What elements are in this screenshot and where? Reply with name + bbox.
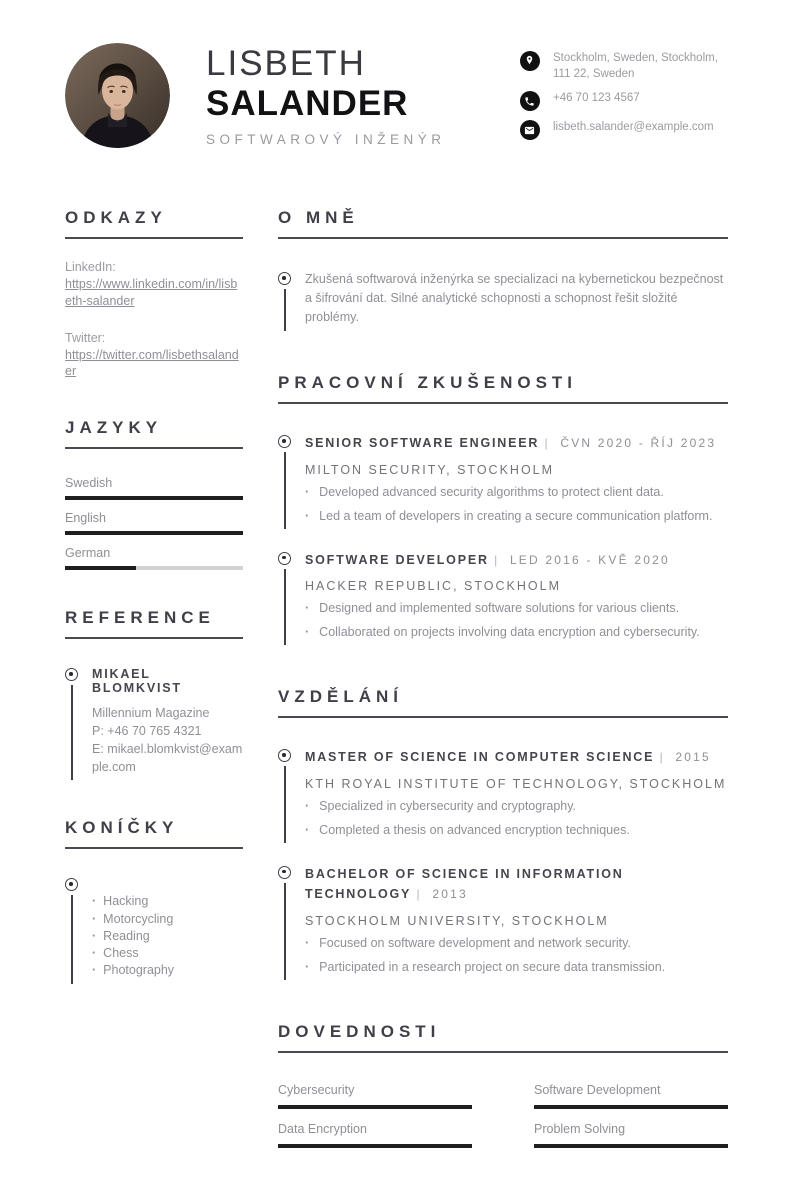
skill-level-bar	[278, 1144, 472, 1148]
profile-photo	[65, 43, 170, 148]
language-name: German	[65, 546, 111, 561]
skill-level-bar	[534, 1105, 728, 1109]
timeline-marker-icon	[278, 272, 291, 285]
education-content	[305, 865, 728, 980]
hobbies-entry	[65, 877, 243, 983]
degree-title: BACHELOR OF SCIENCE IN INFORMATION TECHNOLOGY	[305, 866, 624, 902]
phone-icon	[520, 91, 540, 111]
job-bullets	[305, 484, 728, 525]
bullet-text: · Focused on software development and network security.	[319, 936, 631, 951]
timeline-line	[284, 883, 286, 980]
timeline-rail	[278, 271, 305, 331]
skill-name: Cybersecurity	[278, 1082, 355, 1097]
timeline-line	[71, 895, 73, 983]
education-content	[305, 748, 728, 843]
language-name: English	[65, 511, 106, 526]
reference-entry	[65, 667, 243, 780]
skills-grid	[278, 1083, 728, 1161]
skill-item	[534, 1122, 728, 1148]
degree-bullets	[305, 798, 728, 839]
skill-level-fill	[534, 1105, 728, 1109]
bullet-text: · Specialized in cybersecurity and cryptography.	[319, 798, 577, 813]
experience-entry	[278, 434, 728, 529]
contact-address: Stockholm, Sweden, Stockholm, 111 22, Sweden	[552, 51, 718, 80]
section-heading-about: O MNĚ	[278, 208, 359, 227]
experience-content	[305, 434, 728, 529]
education-entry	[278, 748, 728, 843]
bullet-text: · Developed advanced security algorithms to protect client data.	[319, 484, 664, 499]
language-level-fill	[65, 496, 243, 500]
hobby-item	[92, 911, 243, 928]
job-title: SOFTWAROVÝ INŽENÝR	[206, 131, 446, 147]
skill-level-bar	[278, 1105, 472, 1109]
section-divider	[65, 447, 243, 449]
timeline-marker-icon	[278, 435, 291, 448]
section-reference	[65, 608, 243, 780]
job-title: SOFTWARE DEVELOPER	[305, 552, 489, 567]
section-skills	[278, 1022, 728, 1161]
bullet-item	[305, 600, 728, 617]
title-separator	[654, 750, 675, 764]
header	[0, 0, 794, 148]
contact-phone: +46 70 123 4567	[552, 92, 640, 105]
linkedin-link[interactable]: https://www.linkedin.com/in/lisbeth-salander	[65, 276, 238, 308]
degree-school: KTH ROYAL INSTITUTE OF TECHNOLOGY, STOCKHOLM	[305, 776, 727, 791]
experience-entry	[278, 551, 728, 646]
timeline-rail	[278, 865, 305, 980]
degree-school: STOCKHOLM UNIVERSITY, STOCKHOLM	[305, 914, 609, 929]
section-heading-education: VZDĚLÁNÍ	[278, 687, 403, 707]
section-heading-experience: PRACOVNÍ ZKUŠENOSTI	[278, 373, 578, 392]
timeline-marker-icon	[65, 878, 78, 891]
section-heading-skills: DOVEDNOSTI	[278, 1021, 441, 1041]
location-pin-icon	[520, 51, 540, 71]
bullet-text: · Collaborated on projects involving data encryption and cybersecurity.	[319, 625, 700, 640]
last-name: SALANDER	[206, 83, 409, 123]
link-label: Twitter:	[65, 330, 106, 345]
bullet-item	[305, 959, 728, 976]
section-about	[278, 208, 728, 331]
skill-item	[278, 1122, 472, 1148]
skill-name: Software Development	[534, 1082, 661, 1097]
bullet-item	[305, 624, 728, 641]
bullet-item	[305, 935, 728, 952]
job-title: SENIOR SOFTWARE ENGINEER	[305, 436, 540, 450]
link-item-twitter	[65, 330, 243, 381]
language-list	[65, 476, 243, 570]
section-education	[278, 687, 728, 980]
timeline-marker-icon	[278, 552, 291, 565]
first-name: LISBETH	[206, 44, 366, 84]
skill-item	[534, 1083, 728, 1109]
title-separator	[539, 436, 560, 450]
content-columns	[0, 208, 794, 1203]
hobby-label: · Chess	[103, 946, 139, 960]
section-experience	[278, 373, 728, 645]
contact-phone-row	[520, 91, 728, 111]
hobby-item	[92, 962, 243, 979]
section-languages	[65, 418, 243, 570]
hobbies-content	[92, 877, 243, 983]
envelope-icon	[520, 120, 540, 140]
bullet-item	[305, 798, 728, 815]
language-item	[65, 546, 243, 570]
language-item	[65, 511, 243, 535]
timeline-line	[284, 766, 286, 843]
section-divider	[278, 402, 728, 404]
timeline-rail	[278, 551, 305, 646]
skill-name: Problem Solving	[534, 1121, 626, 1136]
section-divider	[65, 847, 243, 849]
timeline-marker-icon	[278, 866, 291, 879]
skill-level-fill	[278, 1105, 472, 1109]
language-level-bar	[65, 496, 243, 500]
reference-name: MIKAEL BLOMKVIST	[92, 667, 182, 696]
timeline-rail	[278, 748, 305, 843]
section-hobbies	[65, 818, 243, 983]
timeline-rail	[65, 667, 92, 780]
profile-photo-illustration	[65, 43, 170, 148]
job-company: HACKER REPUBLIC, STOCKHOLM	[305, 579, 561, 594]
hobby-label: · Photography	[103, 963, 175, 978]
title-separator	[489, 553, 510, 567]
timeline-line	[284, 452, 286, 529]
job-title-line	[305, 550, 728, 571]
degree-title-line	[305, 864, 728, 906]
timeline-line	[71, 685, 73, 780]
link-label: LinkedIn:	[65, 260, 116, 274]
section-heading-hobbies: KONÍČKY	[65, 818, 179, 838]
skill-level-fill	[534, 1144, 728, 1148]
about-text: Zkušená softwarová inženýrka se specializaci na kybernetickou bezpečnost a šifrování dat. Silné analytické schopnosti a schopnost řešit složité problémy.	[305, 272, 724, 324]
reference-email: E: mikael.blomkvist@example.com	[92, 741, 243, 774]
language-level-fill	[65, 566, 136, 570]
skill-name: Data Encryption	[278, 1121, 367, 1136]
section-divider	[278, 237, 728, 239]
reference-phone: P: +46 70 765 4321	[92, 724, 202, 738]
name-block	[206, 44, 520, 146]
language-level-fill	[65, 531, 243, 535]
about-content	[305, 271, 728, 331]
language-level-bar	[65, 531, 243, 535]
skill-level-bar	[534, 1144, 728, 1148]
timeline-marker-icon	[65, 668, 78, 681]
timeline-rail	[65, 877, 92, 983]
hobby-item	[92, 893, 243, 910]
bullet-item	[305, 822, 728, 839]
hobby-label: · Motorcycling	[103, 911, 174, 926]
job-period: ČVN 2020 - ŘÍJ 2023	[560, 436, 717, 450]
hobby-item	[92, 928, 243, 945]
timeline-line	[284, 289, 286, 331]
job-bullets	[305, 600, 728, 641]
section-divider	[65, 237, 243, 239]
language-name: Swedish	[65, 476, 113, 491]
hobby-list	[92, 893, 243, 979]
job-company: MILTON SECURITY, STOCKHOLM	[305, 462, 555, 477]
reference-company: Millennium Magazine	[92, 706, 210, 721]
contact-email-row	[520, 120, 728, 140]
bullet-text: · Led a team of developers in creating a secure communication platform.	[319, 508, 713, 523]
timeline-line	[284, 569, 286, 646]
hobby-label: · Reading	[103, 928, 150, 943]
skill-item	[278, 1083, 472, 1109]
section-links	[65, 208, 243, 380]
bullet-item	[305, 508, 728, 525]
bullet-text: · Completed a thesis on advanced encryption techniques.	[319, 822, 630, 837]
degree-title-line	[305, 747, 728, 768]
link-item-linkedin	[65, 259, 243, 310]
bullet-item	[305, 484, 728, 501]
job-period: LED 2016 - KVĚ 2020	[509, 552, 670, 567]
section-divider	[65, 637, 243, 639]
section-divider	[278, 716, 728, 718]
about-entry	[278, 271, 728, 331]
section-heading-languages: JAZYKY	[65, 418, 163, 438]
education-entry	[278, 865, 728, 980]
reference-content	[92, 667, 243, 780]
hobby-item	[92, 945, 243, 962]
hobby-label: · Hacking	[103, 894, 149, 909]
timeline-rail	[278, 434, 305, 529]
title-separator	[411, 887, 432, 901]
sidebar	[65, 208, 243, 1203]
timeline-marker-icon	[278, 749, 291, 762]
degree-bullets	[305, 935, 728, 976]
degree-title: MASTER OF SCIENCE IN COMPUTER SCIENCE	[305, 750, 655, 765]
language-level-bar	[65, 566, 243, 570]
contact-email: lisbeth.salander@example.com	[552, 121, 714, 134]
twitter-link[interactable]: https://twitter.com/lisbethsalander	[65, 347, 239, 379]
section-heading-reference: REFERENCE	[65, 608, 215, 628]
section-divider	[278, 1051, 728, 1053]
contact-address-row	[520, 51, 728, 82]
degree-year: 2015	[675, 750, 711, 765]
degree-year: 2013	[432, 887, 468, 902]
main-column	[278, 208, 728, 1203]
reference-details	[92, 705, 243, 776]
section-heading-links: ODKAZY	[65, 208, 167, 227]
bullet-text: · Participated in a research project on secure data transmission.	[319, 960, 666, 975]
contact-block	[520, 51, 728, 140]
job-title-line	[305, 433, 728, 454]
skill-level-fill	[278, 1144, 472, 1148]
language-item	[65, 476, 243, 500]
bullet-text: · Designed and implemented software solutions for various clients.	[319, 601, 680, 616]
experience-content	[305, 551, 728, 646]
